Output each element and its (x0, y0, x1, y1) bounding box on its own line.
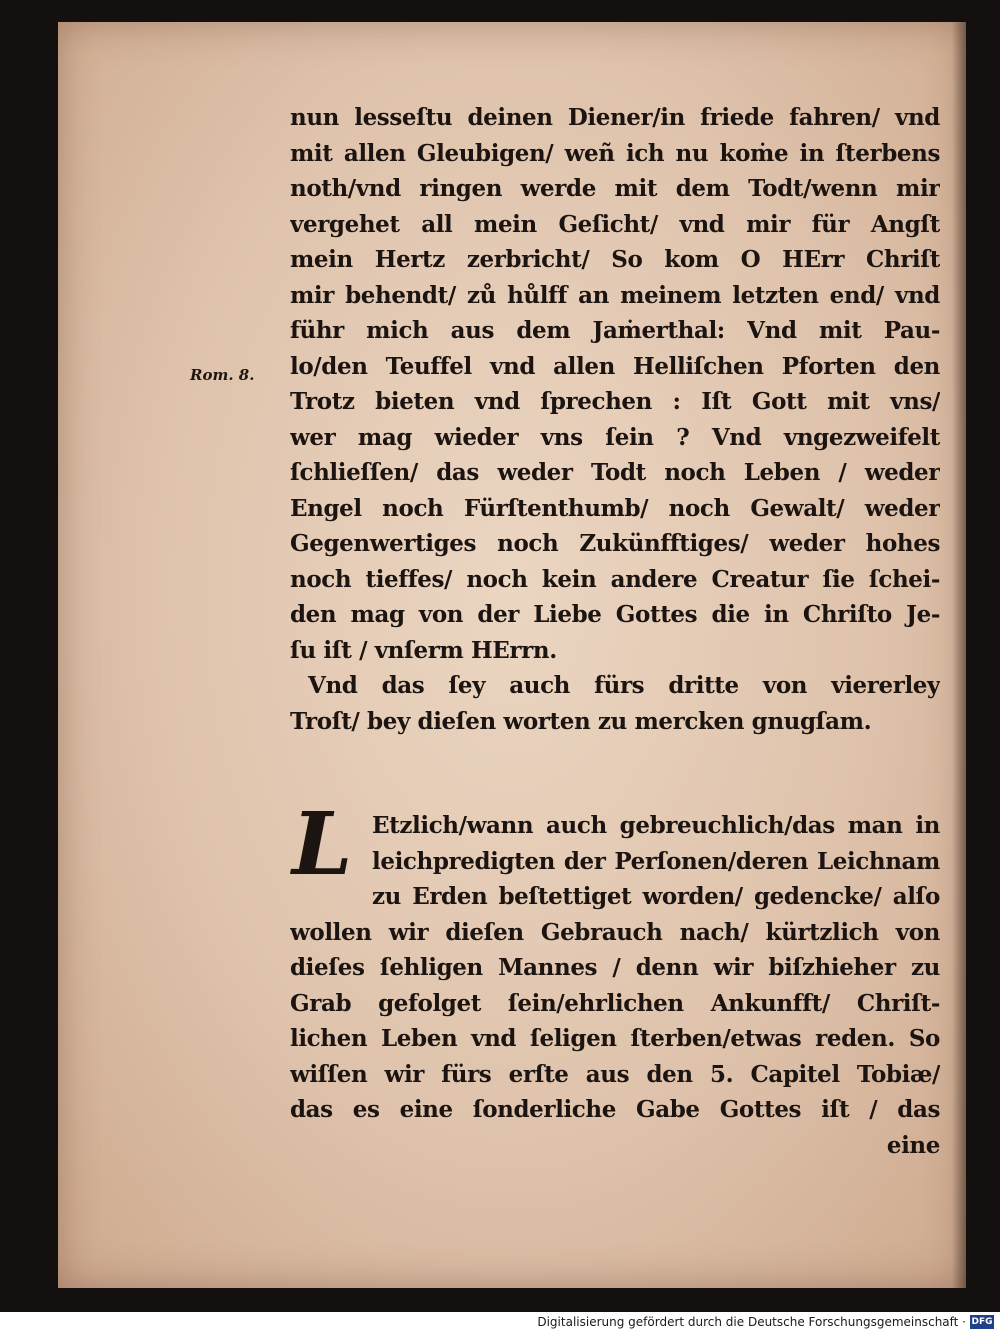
funding-credit: Digitalisierung gefördert durch die Deutsche Forschungsgemeinschaft · (537, 1315, 966, 1329)
text-line: mir behendt/ zů hůlff an meinem letzten end/ vnd (290, 281, 940, 309)
text-line: wer mag wieder vns ſein ? Vnd vngezweifelt (290, 423, 940, 451)
text-line: Gegenwertiges noch Zukünfftiges/ weder hohes (290, 530, 940, 557)
text-line: Grab gefolget ſein/ehrlichen Ankunfft/ Chriſt- (290, 989, 940, 1017)
text-line: noth/vnd ringen werde mit dem Todt/wenn mir (290, 175, 940, 202)
text-line: nun lesseſtu deinen Diener/in friede fahren/ vnd (290, 104, 940, 131)
margin-note: Rom. 8. (190, 366, 255, 384)
text-line: Trotz bieten vnd ſprechen : Iſt Gott mit vns/ (290, 388, 940, 415)
text-line: lo/den Teuffel vnd allen Helliſchen Pforten den (290, 352, 940, 380)
text-line: den mag von der Liebe Gottes die in Chriſto Je- (290, 601, 940, 628)
drop-cap-initial: L (292, 794, 353, 895)
dfg-logo-icon: DFG (971, 1317, 993, 1327)
text-line: vergehet all mein Geſicht/ vnd mir für Angſt (290, 210, 940, 238)
text-line: wollen wir dieſen Gebrauch nach/ kürtzlich von (290, 918, 940, 946)
text-line: zu Erden beſtettiget worden/ gedencke/ alſo (372, 883, 940, 910)
text-line: ſu iſt / vnſerm HErrn. (290, 636, 557, 664)
text-line: noch tieffes/ noch kein andere Creatur ſie ſchei- (290, 565, 940, 593)
text-line: leichpredigten der Perſonen/deren Leichnam (372, 847, 940, 875)
footer-bar (0, 1312, 1000, 1334)
text-line: Etzlich/wann auch gebreuchlich/das man in (372, 812, 940, 839)
paragraph-2 (290, 808, 940, 1163)
text-line: mit allen Gleubigen/ weñ ich nu koṁe in ſterbens (290, 139, 940, 167)
text-line: lichen Leben vnd ſeligen ſterben/etwas reden. So (290, 1025, 940, 1052)
text-line: führ mich aus dem Jaṁerthal: Vnd mit Pau- (290, 317, 940, 344)
catchword: eine (886, 1131, 940, 1159)
paragraph-1 (290, 100, 940, 739)
text-line: Vnd das ſey auch fürs dritte von viererley (308, 672, 940, 699)
page-spine-shadow (952, 22, 966, 1288)
text-line: wiſſen wir fürs erſte aus den 5. Capitel Tobiæ/ (290, 1060, 940, 1088)
text-line: Engel noch Fürſtenthumb/ noch Gewalt/ weder (290, 494, 940, 522)
text-line: dieſes ſehligen Mannes / denn wir biſzhieher zu (290, 954, 940, 981)
text-line: das es eine ſonderliche Gabe Gottes iſt / das (290, 1096, 940, 1123)
text-line: mein Hertz zerbricht/ So kom O HErr Chriſt (290, 246, 940, 273)
text-line: Troſt/ bey dieſen worten zu mercken gnugſam. (290, 707, 872, 735)
text-line: ſchlieſſen/ das weder Todt noch Leben / weder (290, 459, 940, 486)
